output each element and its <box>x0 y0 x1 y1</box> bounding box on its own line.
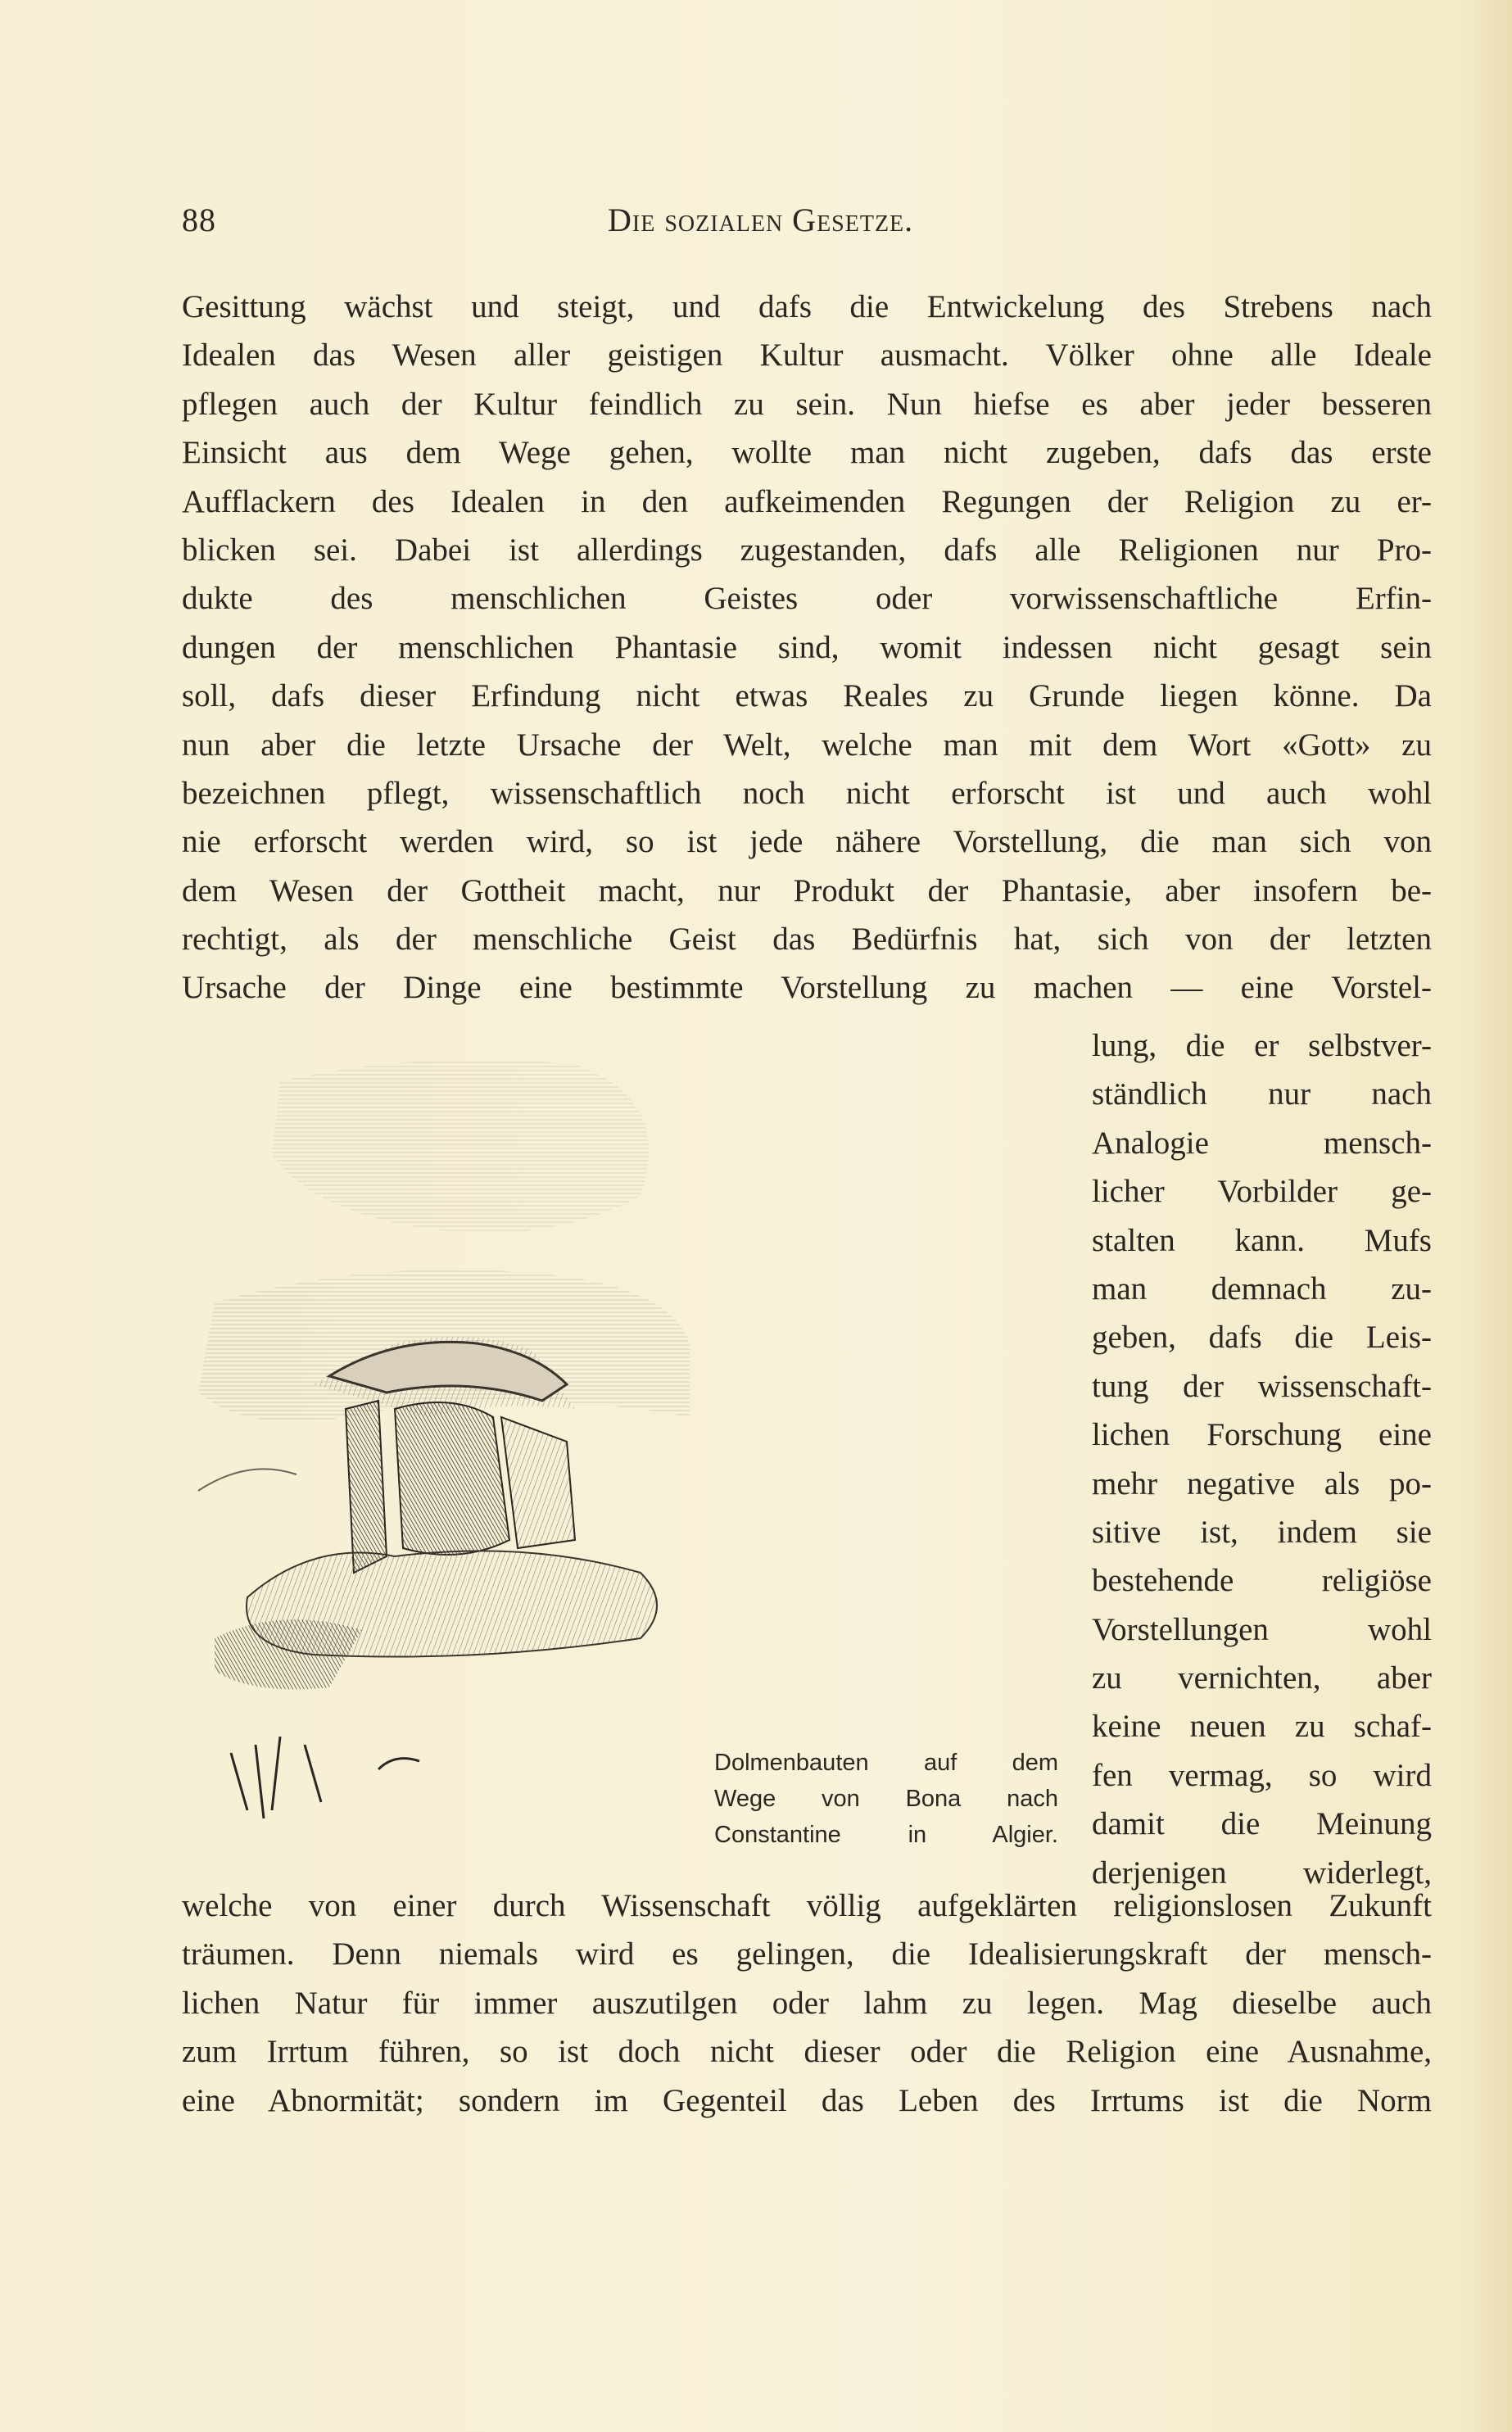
text-line: soll, dafs dieser Erfindung nicht etwas Reales zu Grunde liegen könne. Da <box>182 678 1432 714</box>
text-line: damit die Meinung <box>1092 1806 1432 1842</box>
text-line: geben, dafs die Leis- <box>1092 1320 1432 1356</box>
text-line: ständlich nur nach <box>1092 1076 1432 1112</box>
text-line: eine Abnormität; sondern im Gegenteil das Leben des Irrtums ist die Norm <box>182 2082 1432 2118</box>
text-line: keine neuen zu schaf- <box>1092 1709 1432 1745</box>
body-text-top <box>182 283 1432 1012</box>
text-line: lichen Natur für immer auszutilgen oder lahm zu legen. Mag dieselbe auch <box>182 1985 1432 2021</box>
text-line: dem Wesen der Gottheit macht, nur Produkt der Phantasie, aber insofern be- <box>182 872 1432 908</box>
text-line: nie erforscht werden wird, so ist jede nähere Vorstellung, die man sich von <box>182 824 1432 860</box>
text-line: blicken sei. Dabei ist allerdings zugestanden, dafs alle Religionen nur Pro- <box>182 532 1432 568</box>
text-line: derjenigen widerlegt, <box>1092 1855 1432 1891</box>
text-line: rechtigt, als der menschliche Geist das Bedürfnis hat, sich von der letzten <box>182 922 1432 958</box>
text-line: licher Vorbilder ge- <box>1092 1174 1432 1210</box>
caption-line: Constantine in Algier. <box>714 1822 1058 1848</box>
text-line: mehr negative als po- <box>1092 1465 1432 1501</box>
text-line: sitive ist, indem sie <box>1092 1514 1432 1550</box>
text-line: Vorstellungen wohl <box>1092 1611 1432 1647</box>
text-line: nun aber die letzte Ursache der Welt, welche man mit dem Wort «Gott» zu <box>182 727 1432 763</box>
dolmen-engraving <box>182 1032 706 1835</box>
text-line: Gesittung wächst und steigt, und dafs die Entwickelung des Strebens nach <box>182 289 1432 324</box>
text-line: Ursache der Dinge eine bestimmte Vorstellung zu machen — eine Vorstel- <box>182 970 1432 1006</box>
text-line: fen vermag, so wird <box>1092 1757 1432 1793</box>
text-line: zum Irrtum führen, so ist doch nicht dieser oder die Religion eine Ausnahme, <box>182 2034 1432 2070</box>
text-line: man demnach zu- <box>1092 1270 1432 1307</box>
text-line: träumen. Denn niemals wird es gelingen, die Idealisierungskraft der mensch- <box>182 1936 1432 1972</box>
text-line: pflegen auch der Kultur feindlich zu sein. Nun hiefse es aber jeder besseren <box>182 386 1432 422</box>
text-line: bezeichnen pflegt, wissenschaftlich noch nicht erforscht ist und auch wohl <box>182 775 1432 811</box>
page-edge-shadow <box>1463 0 1512 2432</box>
caption-line: Wege von Bona nach <box>714 1786 1058 1812</box>
figure-caption <box>714 1745 1058 1853</box>
text-line: tung der wissenschaft- <box>1092 1368 1432 1404</box>
text-line: lung, die er selbstver- <box>1092 1028 1432 1063</box>
text-line: zu vernichten, aber <box>1092 1660 1432 1696</box>
text-line: Einsicht aus dem Wege gehen, wollte man nicht zugeben, dafs das erste <box>182 435 1432 471</box>
caption-line: Dolmenbauten auf dem <box>714 1750 1058 1776</box>
text-line: Analogie mensch- <box>1092 1125 1432 1161</box>
running-title: Die sozialen Gesetze. <box>608 202 914 238</box>
body-text-bottom <box>182 1882 1432 2125</box>
text-line: Idealen das Wesen aller geistigen Kultur ausmacht. Völker ohne alle Ideale <box>182 337 1432 374</box>
text-line: bestehende religiöse <box>1092 1563 1432 1599</box>
page-number: 88 <box>182 202 216 238</box>
text-line: welche von einer durch Wissenschaft völlig aufgeklärten religionslosen Zukunft <box>182 1888 1432 1923</box>
body-text-side <box>1092 1021 1432 1897</box>
text-line: Aufflackern des Idealen in den aufkeimenden Regungen der Religion zu er- <box>182 483 1432 519</box>
page-header <box>182 201 1435 250</box>
dolmen-illustration <box>182 1032 1066 1859</box>
text-line: stalten kann. Mufs <box>1092 1222 1432 1258</box>
text-line: lichen Forschung eine <box>1092 1417 1432 1453</box>
text-line: dukte des menschlichen Geistes oder vorwissenschaftliche Erfin- <box>182 581 1432 617</box>
text-line: dungen der menschlichen Phantasie sind, womit indessen nicht gesagt sein <box>182 629 1432 665</box>
